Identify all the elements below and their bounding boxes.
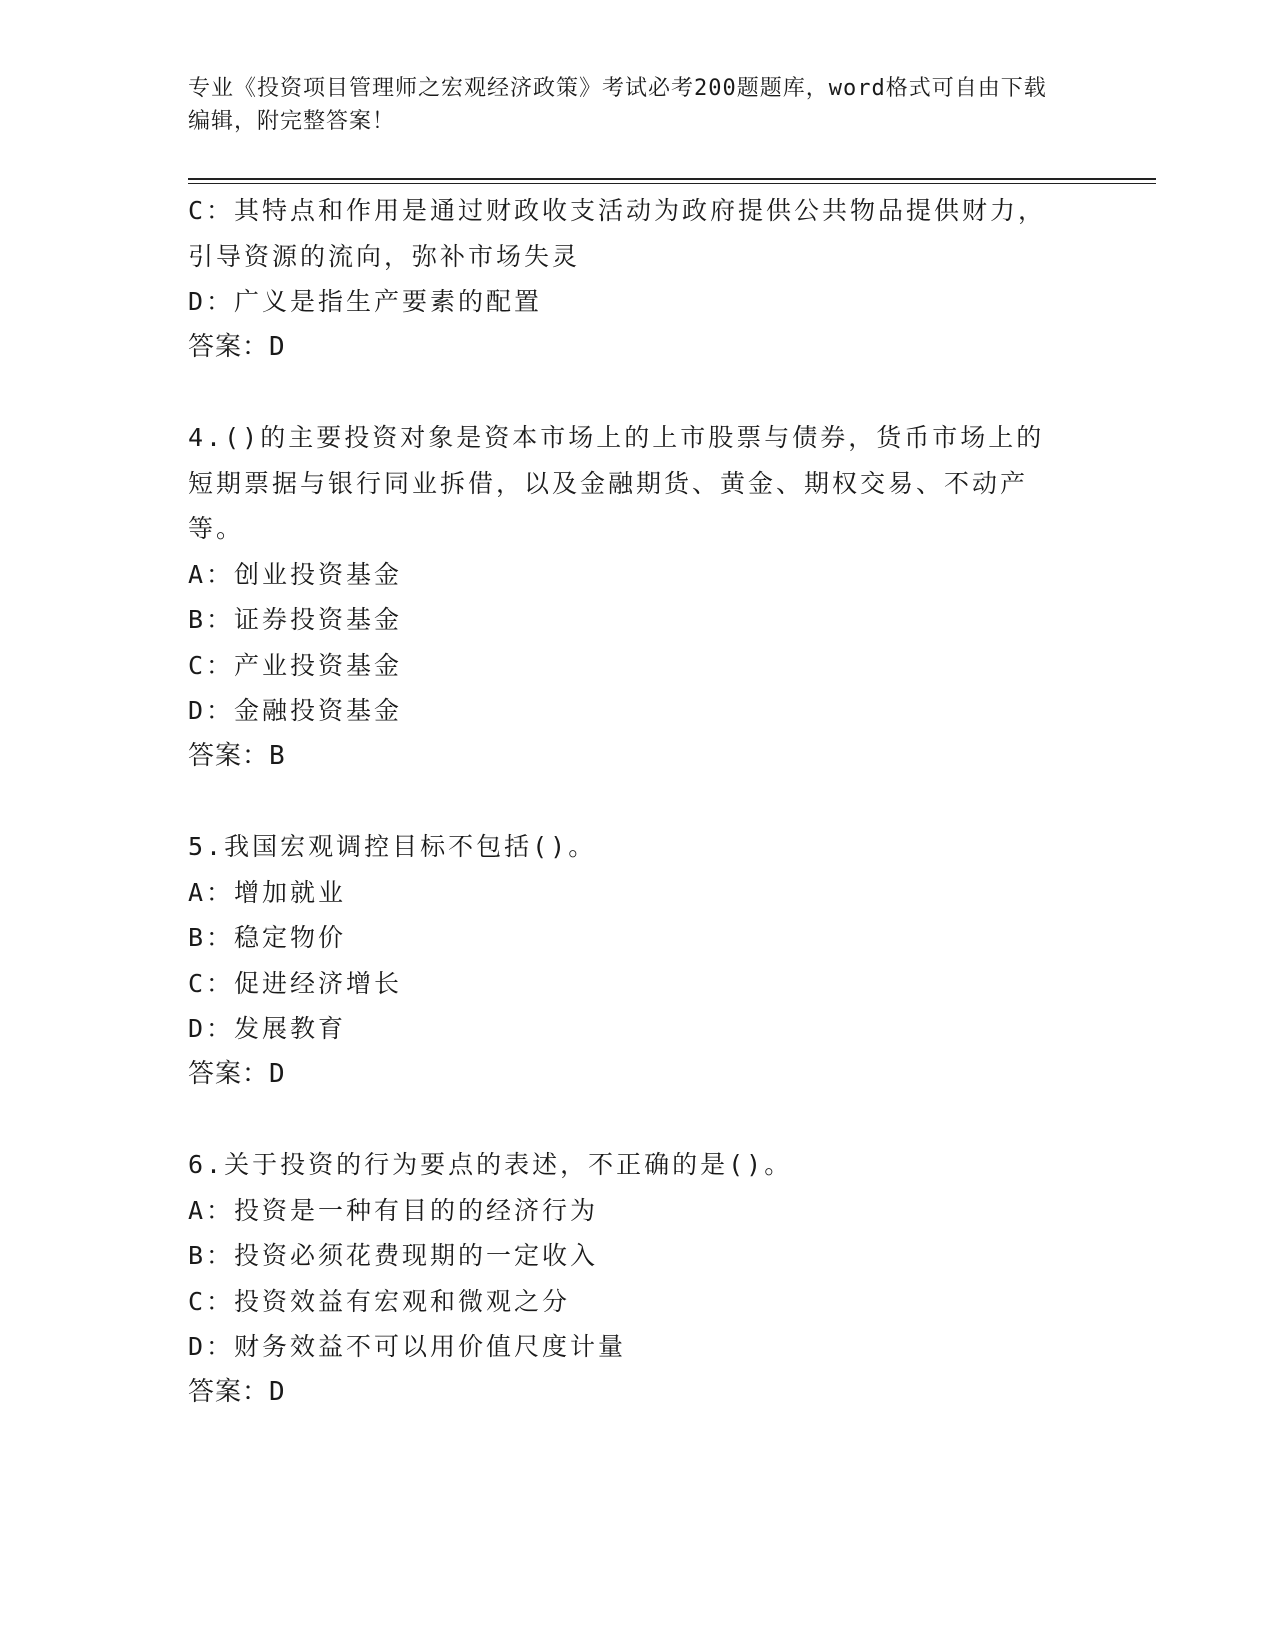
header-rule-thin	[188, 183, 1156, 184]
question-stem: 6.关于投资的行为要点的表述，不正确的是()。	[188, 1150, 793, 1179]
option-a: A：创业投资基金	[188, 559, 403, 589]
option-c: C：投资效益有宏观和微观之分	[188, 1286, 571, 1316]
option-b: B：稳定物价	[188, 923, 347, 952]
document-header: 专业《投资项目管理师之宏观经济政策》考试必考200题题库，word格式可自由下载编辑，附完整答案！	[188, 76, 1047, 134]
answer-line: 答案：B	[188, 740, 286, 771]
option-d: D：金融投资基金	[188, 696, 403, 725]
question-4	[188, 415, 1068, 779]
prev-question-block	[188, 188, 1068, 370]
question-stem: 5.我国宏观调控目标不包括()。	[188, 832, 597, 861]
option-d: D：财务效益不可以用价值尺度计量	[188, 1332, 627, 1361]
question-stem: 4.()的主要投资对象是资本市场上的上市股票与债券，货币市场上的短期票据与银行同业拆借，以及金融期货、黄金、期权交易、不动产等。	[188, 423, 1045, 543]
question-content	[188, 188, 1068, 1415]
header-rule-thick	[188, 178, 1156, 180]
answer-line: 答案：D	[188, 1058, 286, 1089]
option-c: C：产业投资基金	[188, 650, 403, 680]
question-5	[188, 824, 1068, 1097]
option-a: A：增加就业	[188, 877, 347, 907]
question-6	[188, 1142, 1068, 1415]
answer-line: 答案：D	[188, 1376, 286, 1407]
option-c: C：其特点和作用是通过财政收支活动为政府提供公共物品提供财力，引导资源的流向，弥补市场失灵	[188, 196, 1047, 271]
option-c: C：促进经济增长	[188, 968, 403, 998]
option-d: D：广义是指生产要素的配置	[188, 287, 543, 316]
option-b: B：证券投资基金	[188, 605, 403, 634]
option-a: A：投资是一种有目的的经济行为	[188, 1195, 599, 1225]
answer-line: 答案：D	[188, 331, 286, 362]
option-d: D：发展教育	[188, 1014, 347, 1043]
option-b: B：投资必须花费现期的一定收入	[188, 1241, 599, 1270]
